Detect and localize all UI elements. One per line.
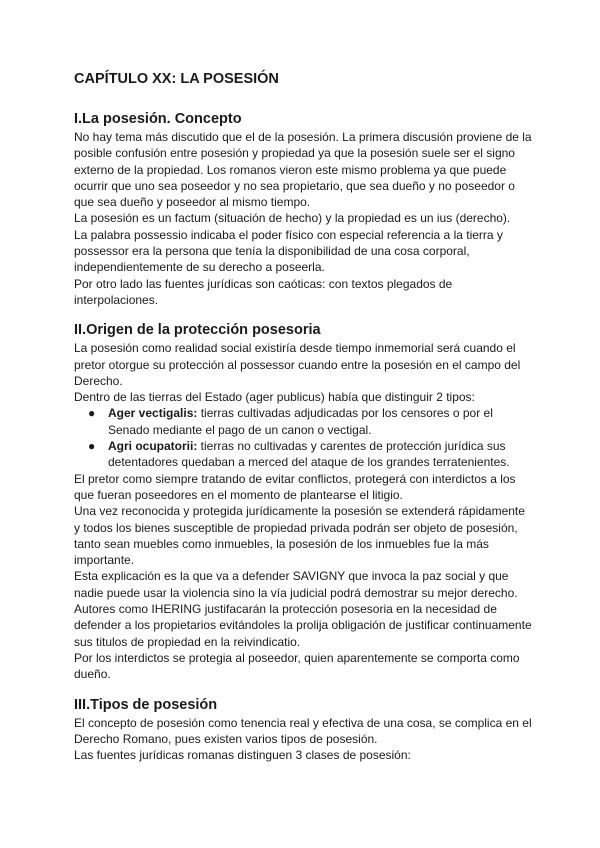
bullet-list	[74, 405, 534, 470]
list-item-text: tierras cultivadas adjudicadas por los censores o por el Senado mediante el pago de un canon o vectigal.	[108, 406, 493, 437]
list-item	[88, 438, 534, 471]
paragraph: La posesión como realidad social existiría desde tiempo inmemorial será cuando el pretor otorgue su protección al possessor cuando entre la posesión en el campo del Derecho.	[74, 341, 521, 388]
paragraph: Las fuentes jurídicas romanas distinguen 3 clases de posesión:	[74, 748, 411, 763]
paragraph: La palabra possessio indicaba el poder físico con especial referencia a la tierra y possessor era la persona que tenía la disponibilidad de una cosa corporal, independientemente de su derecho a poseerla.	[74, 227, 503, 275]
paragraph: Por otro lado las fuentes jurídicas son caóticas: con textos plegados de interpolaciones.	[74, 276, 453, 307]
list-item	[88, 405, 534, 438]
section-title-3: III.Tipos de posesión	[74, 696, 218, 713]
paragraph: El concepto de posesión como tenencia real y efectiva de una cosa, se complica en el Derecho Romano, pues existen varios tipos de posesión.	[74, 715, 532, 746]
paragraph: Dentro de las tierras del Estado (ager publicus) había que distinguir 2 tipos:	[74, 390, 475, 405]
paragraph: Autores como IHERING justifacarán la protección posesoria en la necesidad de defender a los propietarios evitándoles la prolija obligación de justificar continuamente sus titulos de propiedad en la reivindicatio.	[74, 602, 532, 649]
document-content	[74, 70, 534, 763]
paragraph: Esta explicación es la que va a defender SAVIGNY que invoca la paz social y que nadie puede usar la violencia sino la vía judicial podrá demostrar su mejor derecho.	[74, 569, 518, 600]
paragraph: No hay tema más discutido que el de la posesión. La primera discusión proviene de la posible confusión entre posesión y propiedad ya que la posesión suele ser el signo externo de la propiedad. Los romanos vieron este mismo problema ya que puede ocurrir que uno sea poseedor y no sea propietario, que sea dueño y no poseedor o que sea dueño y poseedor al mismo tiempo.	[74, 130, 532, 210]
list-item-term: Agri ocupatorii:	[108, 439, 198, 454]
paragraph: El pretor como siempre tratando de evitar conflictos, protegerá con interdictos a los que fueran poseedores en el momento de plantearse el litigio.	[74, 471, 516, 502]
paragraph: Una vez reconocida y protegida jurídicamente la posesión se extenderá rápidamente y todos los bienes susceptible de propiedad privada podrán ser objeto de posesión, tanto sean muebles como inmuebles, la posesión de los inmuebles fue la más importante.	[74, 504, 525, 568]
paragraph: La posesión es un factum (situación de hecho) y la propiedad es un ius (derecho).	[74, 211, 511, 226]
paragraph: Por los interdictos se protegia al poseedor, quien aparentemente se comporta como dueño.	[74, 650, 520, 682]
list-item-text: tierras no cultivadas y carentes de protección jurídica sus detentadores quedaban a merced del ataque de los grandes terratenientes.	[108, 439, 510, 470]
bullet-icon: ●	[88, 406, 96, 421]
section-title-1: I.La posesión. Concepto	[74, 111, 242, 127]
list-item-term: Ager vectigalis:	[108, 406, 198, 421]
section-title-2: II.Origen de la protección posesoria	[74, 322, 321, 339]
bullet-icon: ●	[88, 439, 96, 454]
chapter-title: CAPÍTULO XX: LA POSESIÓN	[74, 71, 279, 87]
